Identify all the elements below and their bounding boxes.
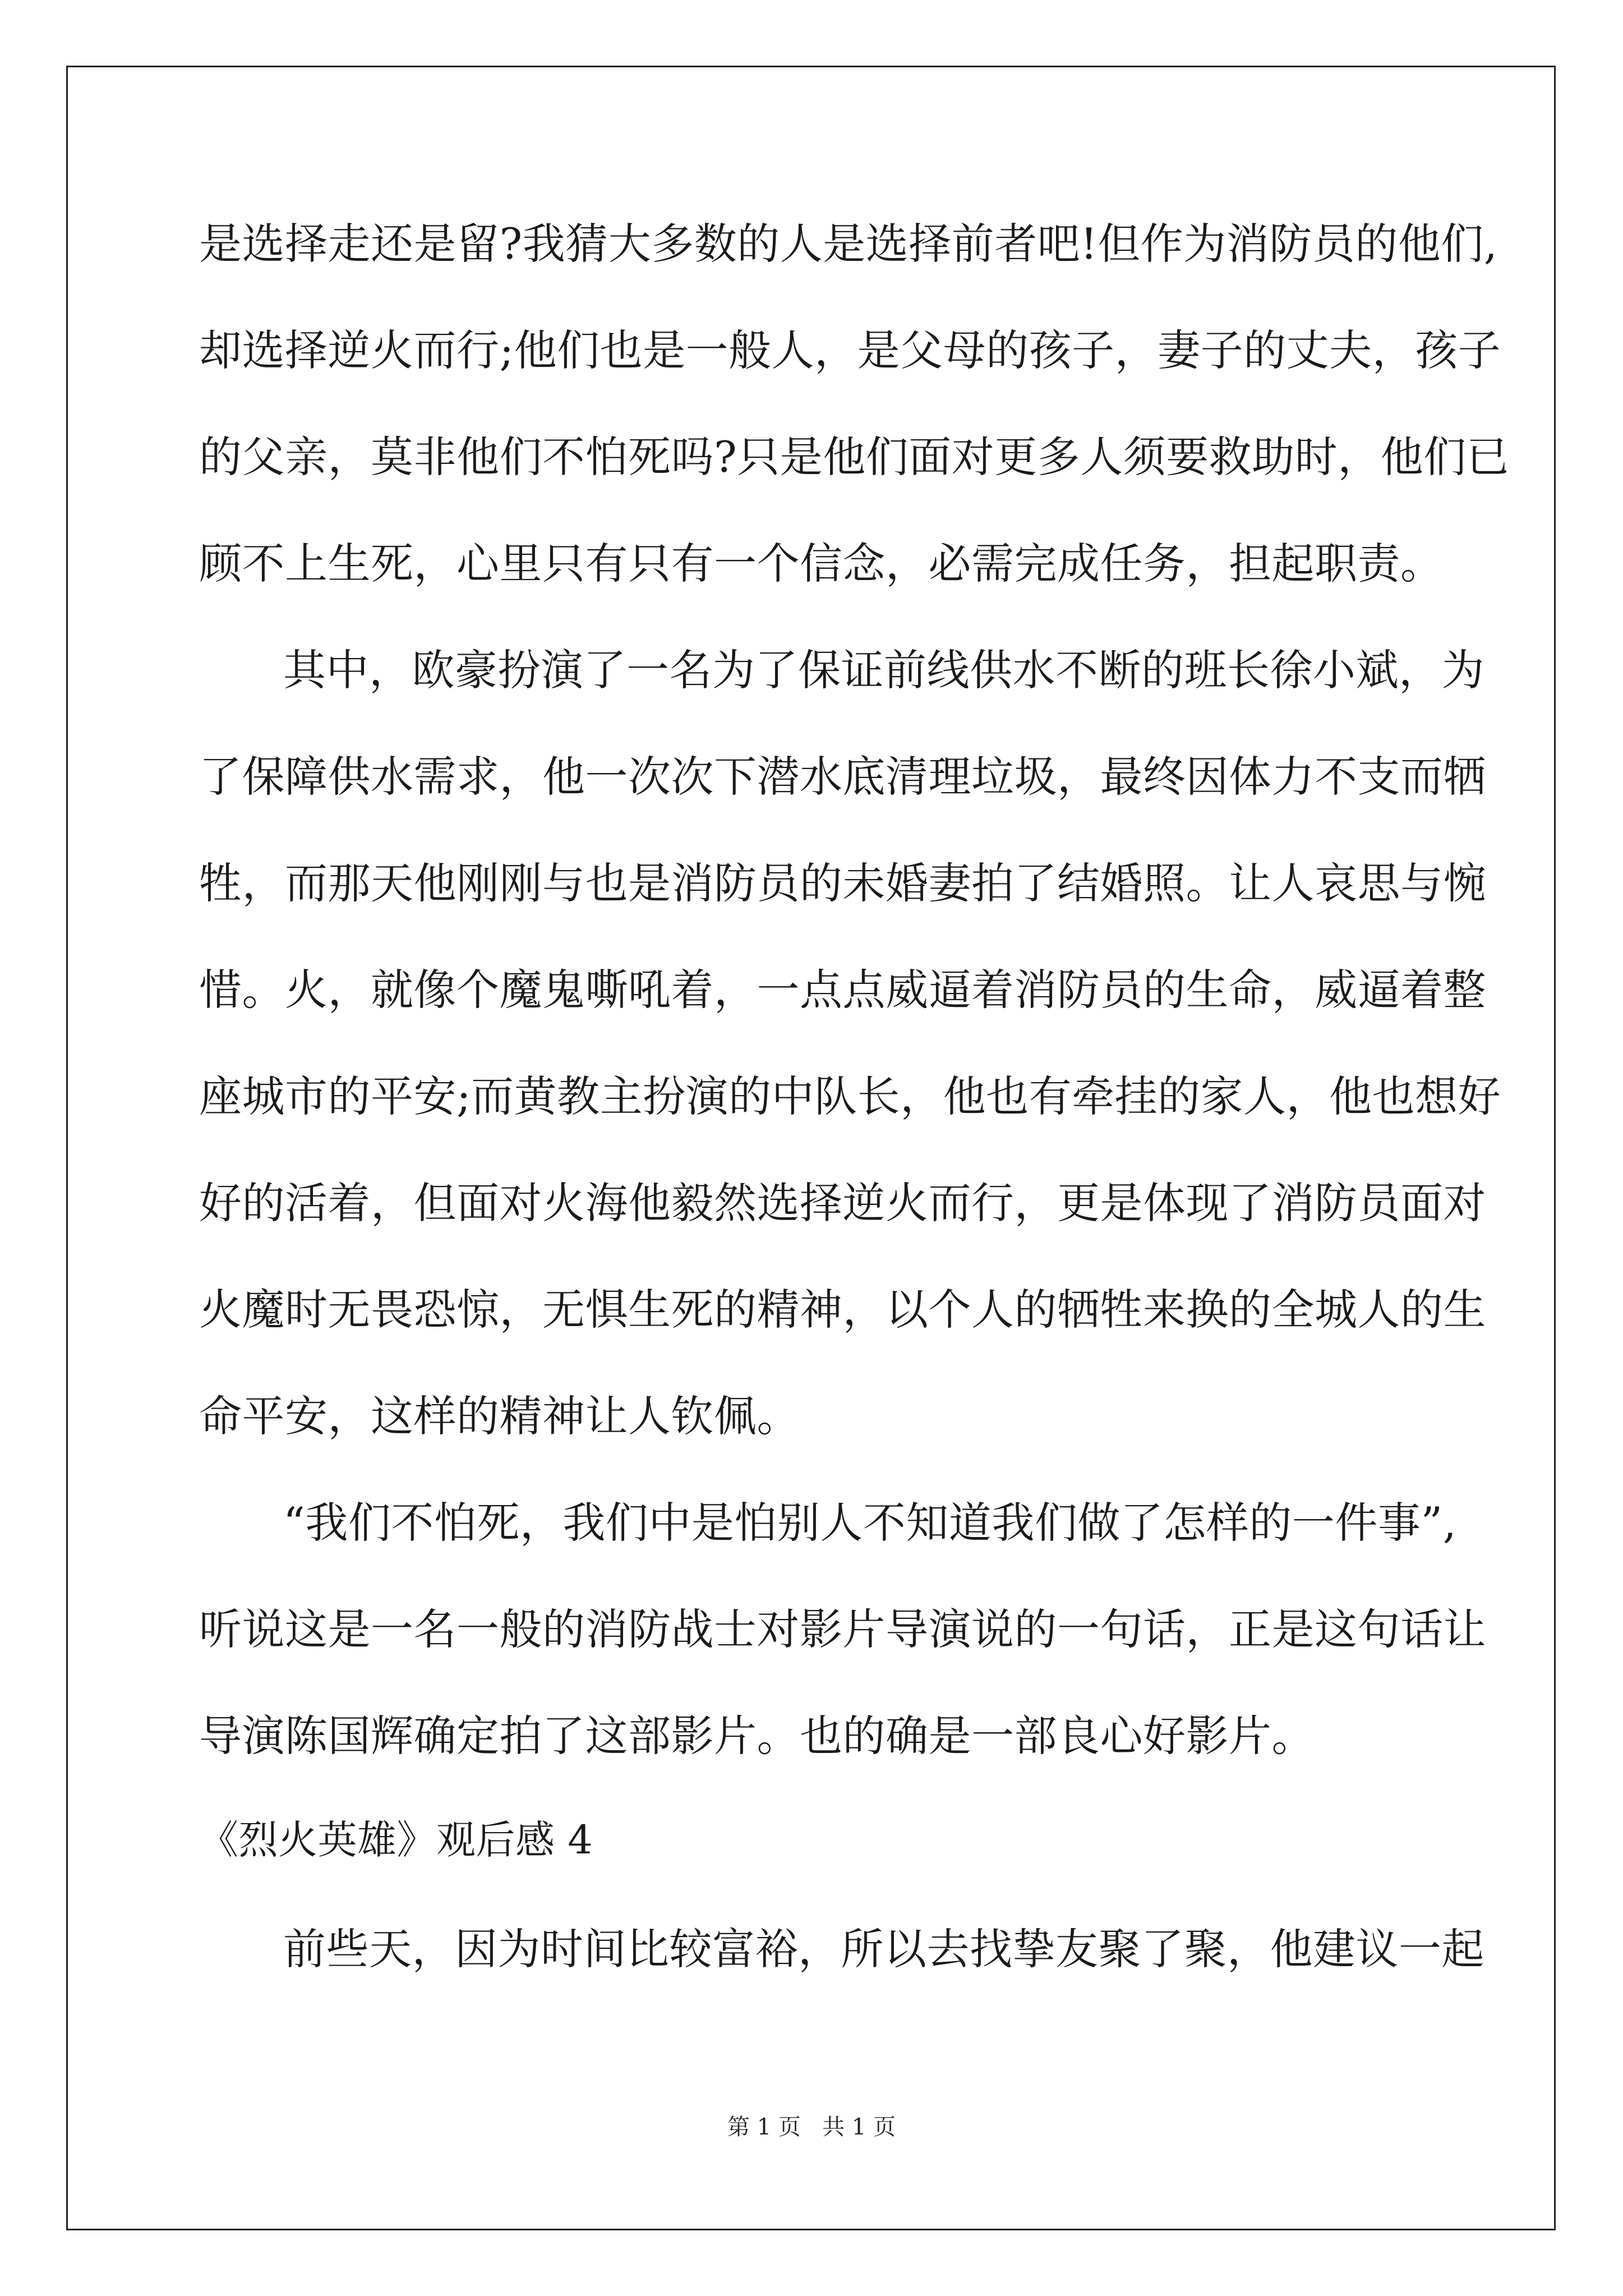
text-line: 的父亲，莫非他们不怕死吗?只是他们面对更多人须要救助时，他们已 [199, 432, 1510, 482]
text-line: 却选择逆火而行;他们也是一般人，是父母的孩子，妻子的丈夫，孩子 [199, 325, 1501, 375]
text-line: 导演陈国辉确定拍了这部影片。也的确是一部良心好影片。 [199, 1711, 1315, 1761]
text-line: 命平安，这样的精神让人钦佩。 [199, 1391, 800, 1441]
text-line: 惜。火，就像个魔鬼嘶吼着，一点点威逼着消防员的生命，威逼着整 [199, 965, 1486, 1015]
text-line: 顾不上生死，心里只有只有一个信念，必需完成任务，担起职责。 [199, 539, 1444, 588]
text-line: 火魔时无畏恐惊，无惧生死的精神，以个人的牺牲来换的全城人的生 [199, 1285, 1486, 1335]
page-border [66, 66, 1556, 2230]
text-line: 好的活着，但面对火海他毅然选择逆火而行，更是体现了消防员面对 [199, 1178, 1486, 1228]
text-line: 了保障供水需求，他一次次下潜水底清理垃圾，最终因体力不支而牺 [199, 752, 1486, 802]
paragraph-start-line: 前些天，因为时间比较富裕，所以去找挚友聚了聚，他建议一起 [283, 1924, 1484, 1974]
text-line: 座城市的平安;而黄教主扮演的中队长，他也有牵挂的家人，他也想好 [199, 1071, 1501, 1121]
paragraph-start-line: 其中，欧豪扮演了一名为了保证前线供水不断的班长徐小斌，为 [283, 645, 1484, 695]
page-number-footer: 第 1 页 共 1 页 [727, 2114, 896, 2140]
text-line: 听说这是一名一般的消防战士对影片导演说的一句话，正是这句话让 [199, 1604, 1486, 1654]
text-line: 是选择走还是留?我猜大多数的人是选择前者吧!但作为消防员的他们, [199, 219, 1498, 269]
paragraph-start-line: “我们不怕死，我们中是怕别人不知道我们做了怎样的一件事”, [283, 1498, 1457, 1548]
text-line: 牲，而那天他刚刚与也是消防员的未婚妻拍了结婚照。让人哀思与惋 [199, 858, 1486, 908]
section-heading: 《烈火英雄》观后感 4 [199, 1817, 593, 1863]
